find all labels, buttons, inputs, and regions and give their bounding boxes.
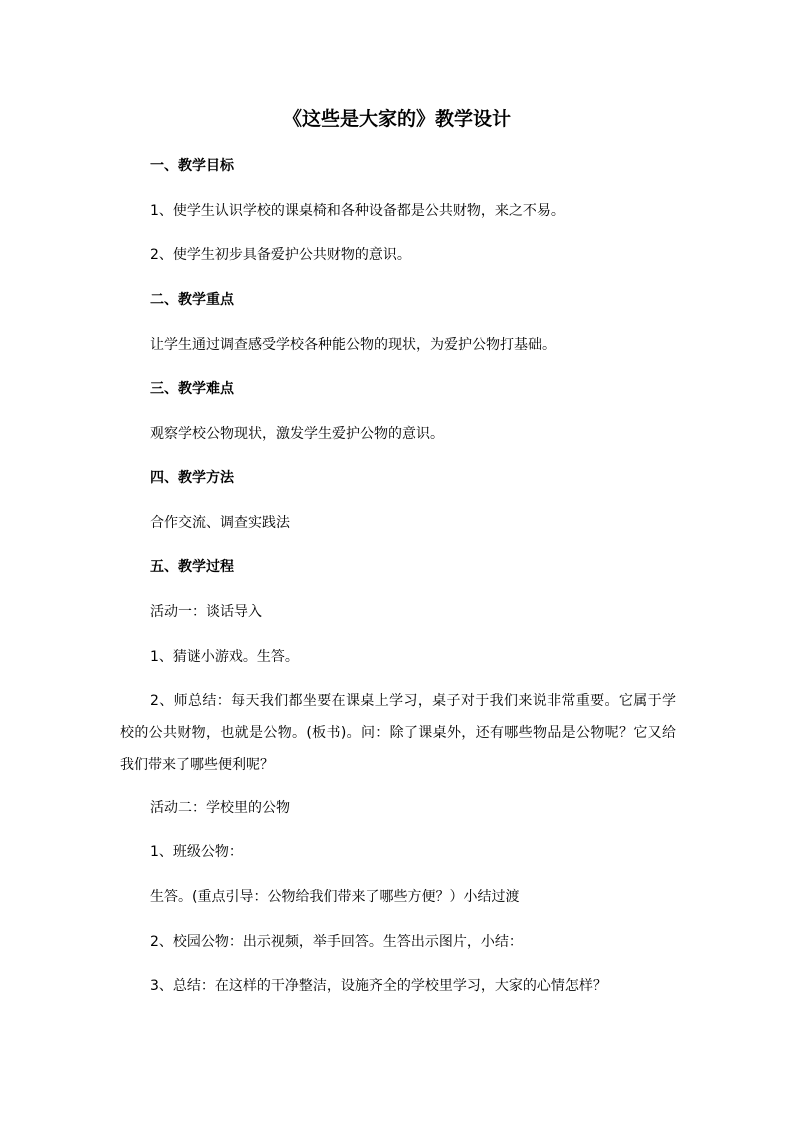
section-heading-goals: 一、教学目标 bbox=[150, 158, 234, 174]
activity-1-title: 活动一：谈话导入 bbox=[150, 604, 262, 620]
activity-2-step-1: 1、班级公物： bbox=[150, 844, 243, 860]
difficulty-text: 观察学校公物现状，激发学生爱护公物的意识。 bbox=[150, 426, 444, 442]
activity-2-step-2: 2、校园公物：出示视频，举手回答。生答出示图片，小结： bbox=[150, 934, 523, 950]
section-heading-difficulty: 三、教学难点 bbox=[150, 381, 234, 397]
focus-text: 让学生通过调查感受学校各种能公物的现状，为爱护公物打基础。 bbox=[150, 337, 556, 353]
activity-2-step-3: 3、总结：在这样的干净整洁，设施齐全的学校里学习，大家的心情怎样？ bbox=[150, 978, 607, 994]
activity-1-step-2: 2、师总结：每天我们都坐要在课桌上学习，桌子对于我们来说非常重要。它属于学校的公共财物，也就是公物。(板书)。问：除了课桌外，还有哪些物品是公物呢？它又给我们带来了哪些便利呢？ bbox=[120, 693, 676, 773]
document-title: 《这些是大家的》教学设计 bbox=[282, 108, 511, 130]
method-text: 合作交流、调查实践法 bbox=[150, 515, 290, 531]
activity-2-title: 活动二：学校里的公物 bbox=[150, 800, 290, 816]
section-heading-method: 四、教学方法 bbox=[150, 470, 234, 486]
section-heading-focus: 二、教学重点 bbox=[150, 292, 234, 308]
goal-item-2: 2、使学生初步具备爱护公共财物的意识。 bbox=[150, 247, 411, 263]
activity-2-step-1-detail: 生答。(重点引导：公物给我们带来了哪些方便？）小结过渡 bbox=[150, 889, 520, 905]
goal-item-1: 1、使学生认识学校的课桌椅和各种设备都是公共财物，来之不易。 bbox=[150, 203, 565, 219]
activity-1-step-1: 1、猜谜小游戏。生答。 bbox=[150, 649, 299, 665]
section-heading-process: 五、教学过程 bbox=[150, 559, 234, 575]
